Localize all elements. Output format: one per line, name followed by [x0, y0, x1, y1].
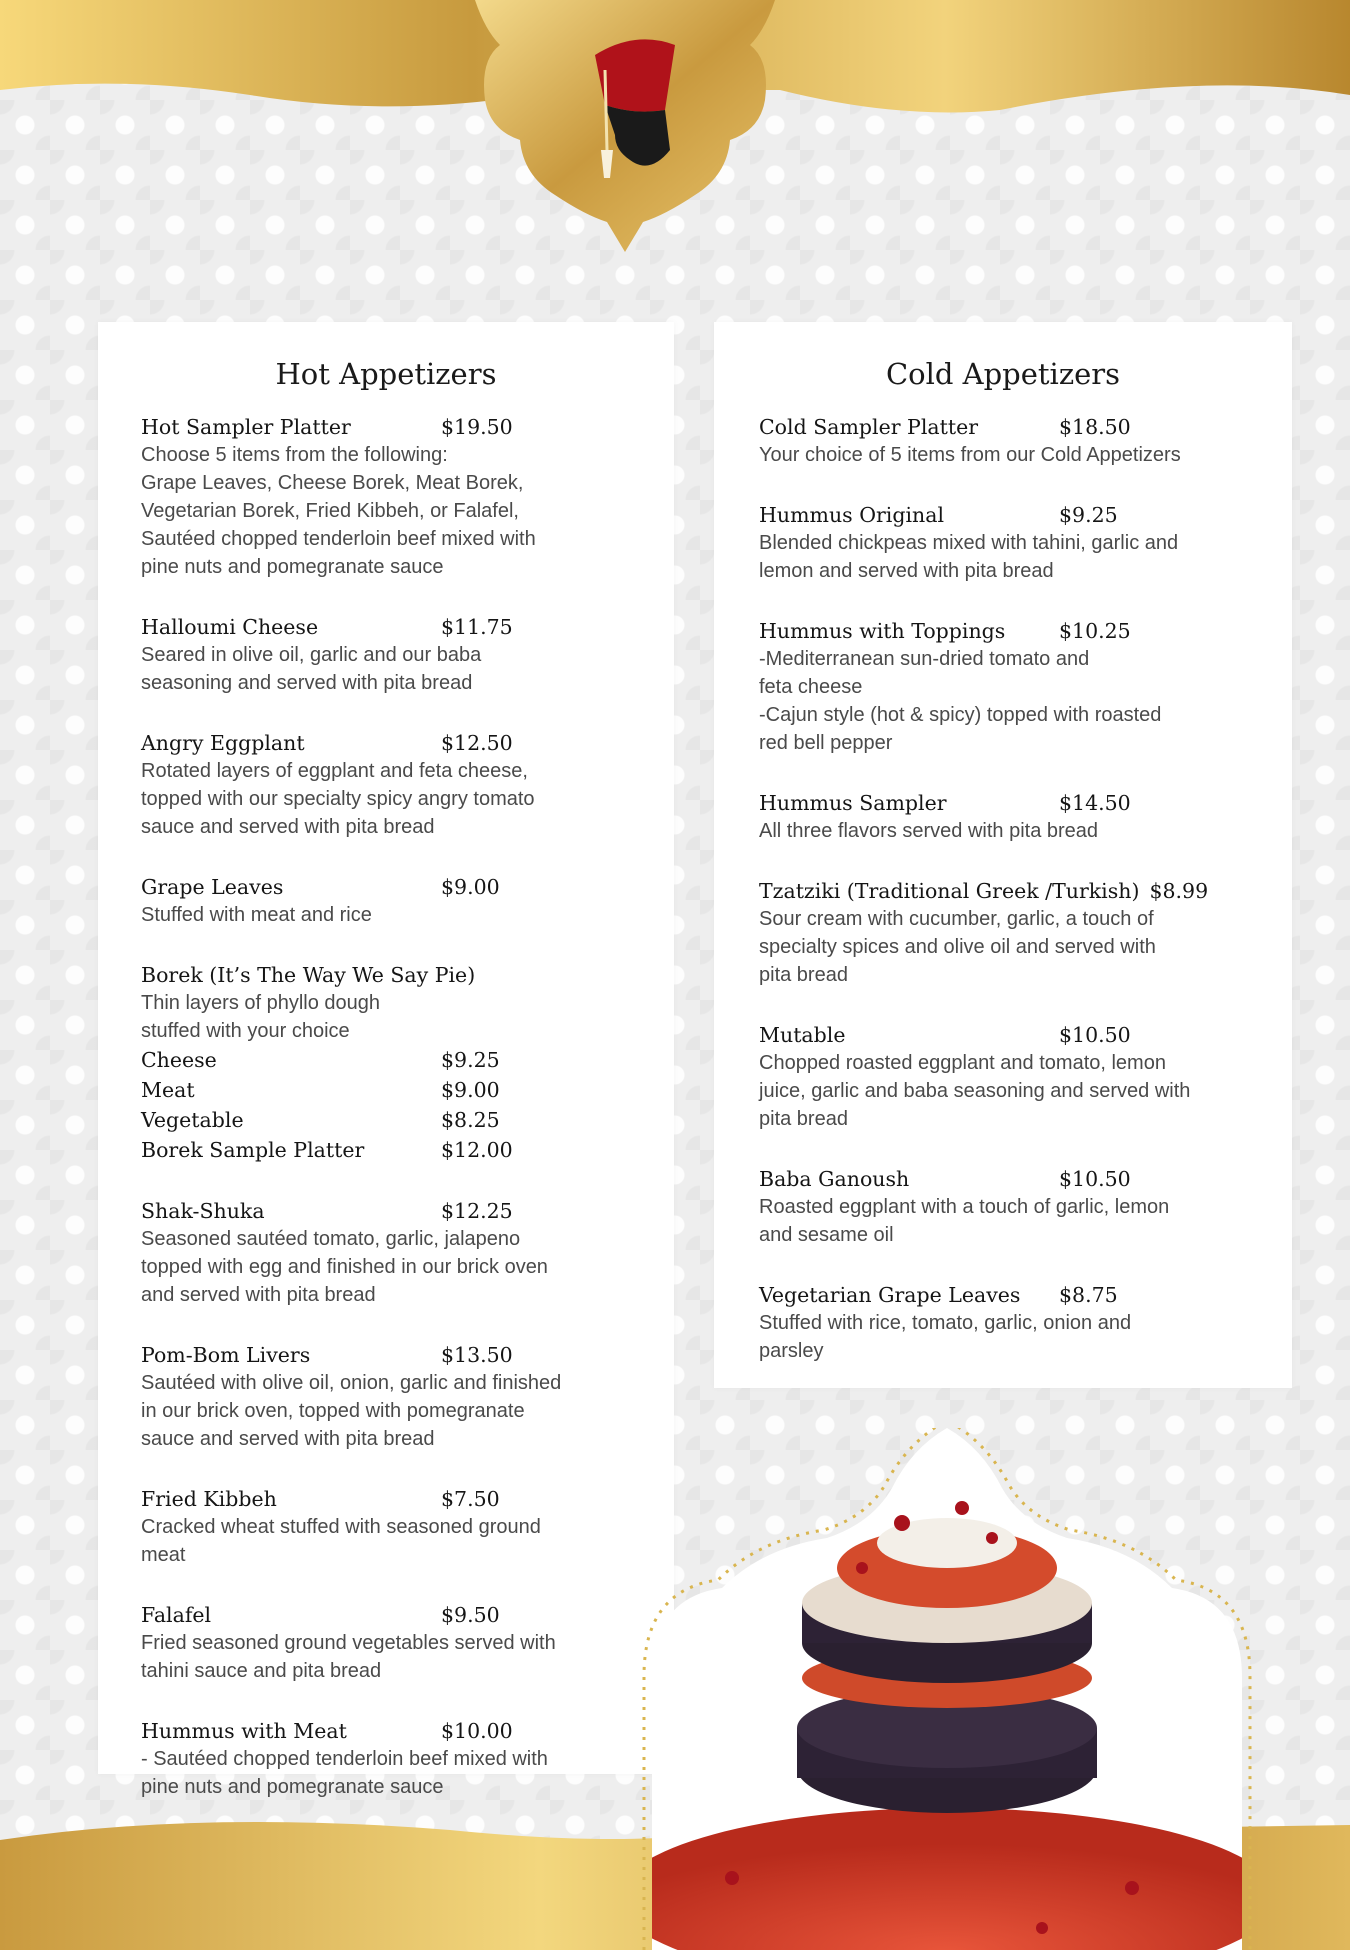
item-description: Sautéed with olive oil, onion, garlic and finished in our brick oven, topped with pomegranate sauce and served with pita bread — [141, 1372, 562, 1450]
item-description: Sour cream with cucumber, garlic, a touch of specialty spices and olive oil and served with pita bread — [759, 908, 1156, 986]
menu-item — [141, 1197, 674, 1309]
menu-item — [141, 729, 674, 841]
item-description: Blended chickpeas mixed with tahini, garlic and lemon and served with pita bread — [759, 532, 1179, 582]
item-price: $8.75 — [1059, 1283, 1118, 1307]
item-description: Fried seasoned ground vegetables served with tahini sauce and pita bread — [141, 1632, 556, 1682]
item-name: Cold Sampler Platter — [759, 415, 979, 439]
item-price: $11.75 — [441, 615, 513, 639]
item-name: Baba Ganoush — [759, 1167, 910, 1191]
item-description: Choose 5 items from the following: Grape Leaves, Cheese Borek, Meat Borek, Vegetarian Borek, Fried Kibbeh, or Falafel, Sautéed chopped tenderloin beef mixed with pine nuts and pomegranate sauce — [141, 444, 536, 578]
item-name: Mutable — [759, 1023, 846, 1047]
option-name: Borek Sample Platter — [141, 1138, 365, 1162]
menu-item — [759, 877, 1292, 989]
item-price: $18.50 — [1059, 415, 1131, 439]
option-price: $8.25 — [441, 1108, 500, 1132]
item-name: Tzatziki (Traditional Greek /Turkish) — [759, 879, 1140, 903]
item-description: Seasoned sautéed tomato, garlic, jalapeno topped with egg and finished in our brick oven and served with pita bread — [141, 1228, 548, 1306]
item-description: Roasted eggplant with a touch of garlic, lemon and sesame oil — [759, 1196, 1170, 1246]
hot-appetizers-title: Hot Appetizers — [275, 357, 497, 391]
item-description: Seared in olive oil, garlic and our baba seasoning and served with pita bread — [141, 644, 482, 694]
item-price: $13.50 — [441, 1343, 513, 1367]
item-description: Rotated layers of eggplant and feta cheese, topped with our specialty spicy angry tomato sauce and served with pita bread — [141, 760, 535, 838]
hot-appetizers-panel — [98, 322, 674, 1798]
option-name: Meat — [141, 1078, 195, 1102]
item-price: $10.25 — [1059, 619, 1131, 643]
menu-item — [759, 501, 1292, 585]
menu-item — [141, 1485, 674, 1569]
item-price: $19.50 — [441, 415, 513, 439]
menu-item — [141, 1341, 674, 1453]
menu-item — [759, 1021, 1292, 1133]
borek-option — [141, 1105, 674, 1135]
item-description: Chopped roasted eggplant and tomato, lemon juice, garlic and baba seasoning and served with pita bread — [759, 1052, 1191, 1130]
cold-appetizers-panel — [714, 322, 1292, 1388]
borek-item — [141, 961, 674, 1165]
item-name: Angry Eggplant — [141, 731, 305, 755]
item-name: Borek (It’s The Way We Say Pie) — [141, 963, 476, 987]
item-price: $9.25 — [1059, 503, 1118, 527]
item-name: Grape Leaves — [141, 875, 284, 899]
menu-item — [141, 413, 674, 581]
item-name: Hot Sampler Platter — [141, 415, 351, 439]
item-description: Your choice of 5 items from our Cold Appetizers — [759, 444, 1181, 466]
food-photo — [612, 1428, 1350, 1950]
menu-item — [759, 1165, 1292, 1249]
menu-item — [141, 873, 674, 929]
item-price: $9.50 — [441, 1603, 500, 1627]
fez-logo-icon — [595, 39, 675, 178]
borek-option — [141, 1045, 674, 1075]
cold-appetizers-title: Cold Appetizers — [885, 357, 1121, 391]
borek-option — [141, 1135, 674, 1165]
item-name: Falafel — [141, 1603, 212, 1627]
item-price: $10.00 — [441, 1719, 513, 1743]
item-price: $12.25 — [441, 1199, 513, 1223]
item-name: Hummus with Toppings — [759, 619, 1006, 643]
item-description: All three flavors served with pita bread — [759, 820, 1099, 842]
item-price: $14.50 — [1059, 791, 1131, 815]
item-name: Pom-Bom Livers — [141, 1343, 311, 1367]
menu-item — [759, 1281, 1292, 1365]
item-description: Cracked wheat stuffed with seasoned ground meat — [141, 1516, 541, 1566]
item-description: Stuffed with meat and rice — [141, 904, 372, 926]
option-name: Vegetable — [141, 1108, 244, 1132]
option-price: $12.00 — [441, 1138, 513, 1162]
option-price: $9.00 — [441, 1078, 500, 1102]
option-price: $9.25 — [441, 1048, 500, 1072]
menu-item — [141, 613, 674, 697]
item-name: Hummus Sampler — [759, 791, 947, 815]
item-name: Vegetarian Grape Leaves — [759, 1283, 1021, 1307]
menu-item — [759, 617, 1292, 757]
item-price: $9.00 — [441, 875, 500, 899]
item-price: $12.50 — [441, 731, 513, 755]
item-description: Stuffed with rice, tomato, garlic, onion and parsley — [759, 1312, 1132, 1362]
menu-item — [141, 1717, 674, 1801]
item-name: Hummus with Meat — [141, 1719, 347, 1743]
item-name: Fried Kibbeh — [141, 1487, 277, 1511]
item-price: $10.50 — [1059, 1167, 1131, 1191]
menu-item — [141, 1601, 674, 1685]
item-price: $8.99 — [1149, 879, 1209, 903]
borek-option — [141, 1075, 674, 1105]
menu-item — [759, 789, 1292, 845]
item-description: -Mediterranean sun-dried tomato and feta cheese -Cajun style (hot & spicy) topped with roasted red bell pepper — [759, 648, 1162, 754]
item-price: $10.50 — [1059, 1023, 1131, 1047]
menu-item — [759, 413, 1292, 469]
logo-badge — [465, 0, 785, 255]
item-name: Halloumi Cheese — [141, 615, 319, 639]
item-description: - Sautéed chopped tenderloin beef mixed with pine nuts and pomegranate sauce — [141, 1748, 548, 1798]
item-name: Hummus Original — [759, 503, 945, 527]
option-name: Cheese — [141, 1048, 217, 1072]
item-description: Thin layers of phyllo dough stuffed with your choice — [141, 992, 381, 1042]
item-name: Shak-Shuka — [141, 1199, 265, 1223]
item-price: $7.50 — [441, 1487, 500, 1511]
